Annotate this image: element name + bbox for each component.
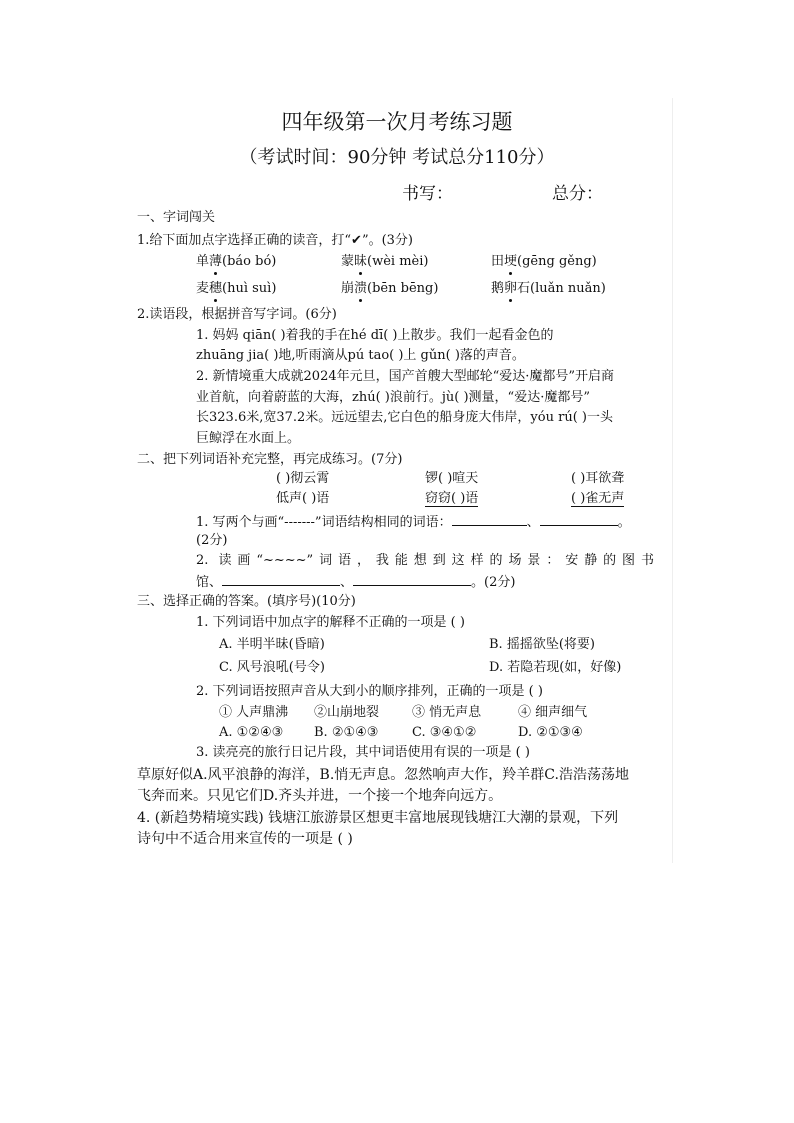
s3-q2-answer: A. ①②④③ <box>219 725 284 740</box>
q2-passage-line: 1. 妈妈 qiān( )着我的手在hé dī( )上散步。我们一起看金色的 <box>196 328 554 343</box>
pinyin-item: 田埂(gēng gěng) <box>491 254 597 269</box>
q2-passage-line: 长323.6米,宽37.2米。远远望去,它白色的船身庞大伟岸，yóu rú( )一头 <box>196 410 613 425</box>
s3-q2-stem: 2. 下列词语按照声音从大到小的顺序排列，正确的一项是 ( ) <box>196 684 543 699</box>
s3-q2-word: ②山崩地裂 <box>314 705 380 720</box>
idiom-blank-wavy: ( )雀无声 <box>571 491 625 506</box>
pinyin-item: 麦穗(huì suì) <box>196 281 277 296</box>
q2-passage-line: 2. 新情境重大成就2024年元旦，国产首艘大型邮轮“爱达·魔都号”开启商 <box>196 369 615 384</box>
s3-q1-option: B. 摇摇欲坠(将要) <box>489 637 595 652</box>
q1-stem: 1.给下面加点字选择正确的读音，打“✔”。(3分) <box>137 233 414 248</box>
section2-p1: 1. 写两个与画“-------”词语结构相同的词语： 、 。 <box>196 512 631 532</box>
section2-p1-score: (2分) <box>196 533 228 548</box>
pinyin-item: 单薄(báo bó) <box>196 254 277 269</box>
page-edge-line <box>672 98 673 863</box>
idiom-blank: ( )耳欲聋 <box>571 471 625 486</box>
pinyin-item: 蒙昧(wèi mèi) <box>341 254 429 269</box>
s3-q1-option: D. 若隐若现(如，好像) <box>489 660 622 675</box>
total-score-label: 总分： <box>552 184 603 204</box>
s3-q4-stem: 4. (新趋势精境实践) 钱塘江旅游景区想更丰富地展现钱塘江大潮的景观，下列 <box>137 810 619 826</box>
s3-q2-word: ③ 悄无声息 <box>412 705 482 720</box>
q2-passage-line: zhuāng jia( )地,听雨滴从pú tao( )上 gǔn( )落的声音。 <box>196 348 525 363</box>
idiom-blank: ( )彻云霄 <box>276 471 330 486</box>
section1-heading: 一、字词闯关 <box>137 210 216 225</box>
q2-passage-line: 巨鲸浮在水面上。 <box>196 431 301 446</box>
q2-passage-line: 业首航，向着蔚蓝的大海，zhú( )浪前行。jù( )测量，“爱达·魔都号” <box>196 390 590 405</box>
s3-q2-answer: D. ②①③④ <box>518 725 583 740</box>
s3-q3-passage: 飞奔而来。只见它们D.齐头并进，一个接一个地奔向远方。 <box>137 788 503 804</box>
idiom-blank: 低声( )语 <box>276 491 330 506</box>
s3-q1-option: C. 风号浪吼(号令) <box>219 660 325 675</box>
exam-info: （考试时间：90分钟 考试总分110分） <box>239 147 555 168</box>
s3-q2-word: ① 人声鼎沸 <box>219 705 289 720</box>
q2-stem: 2.读语段，根据拼音写字词。(6分) <box>137 307 337 322</box>
writing-score-label: 书写： <box>402 184 453 204</box>
pinyin-item: 鹅卵石(luǎn nuǎn) <box>491 281 606 296</box>
section2-p2: 2. 读画“~~~~”词语，我能想到这样的场景：安静的图书 <box>196 553 654 568</box>
s3-q1-stem: 1. 下列词语中加点字的解释不正确的一项是 ( ) <box>196 615 465 630</box>
section2-heading: 二、把下列词语补充完整，再完成练习。(7分) <box>137 452 403 467</box>
s3-q1-option: A. 半明半昧(昏暗) <box>219 637 325 652</box>
section2-p2-cont: 馆、 、 。(2分) <box>196 572 515 592</box>
page-title: 四年级第一次月考练习题 <box>281 110 513 134</box>
section3-heading: 三、选择正确的答案。(填序号)(10分) <box>137 594 356 609</box>
s3-q2-answer: C. ③④①② <box>412 725 477 740</box>
s3-q3-stem: 3. 读亮亮的旅行日记片段，其中词语使用有误的一项是 ( ) <box>196 745 530 760</box>
s3-q2-answer: B. ②①④③ <box>314 725 379 740</box>
idiom-blank: 锣( )喧天 <box>425 471 479 486</box>
s3-q4-stem-cont: 诗句中不适合用来宣传的一项是 ( ) <box>137 831 353 847</box>
s3-q2-word: ④ 细声细气 <box>518 705 588 720</box>
pinyin-item: 崩溃(bēn bēng) <box>341 281 439 296</box>
idiom-blank-underlined: 窃窃( )语 <box>425 491 479 506</box>
s3-q3-passage: 草原好似A.风平浪静的海洋，B.悄无声息。忽然响声大作，羚羊群C.浩浩荡荡地 <box>137 767 629 783</box>
